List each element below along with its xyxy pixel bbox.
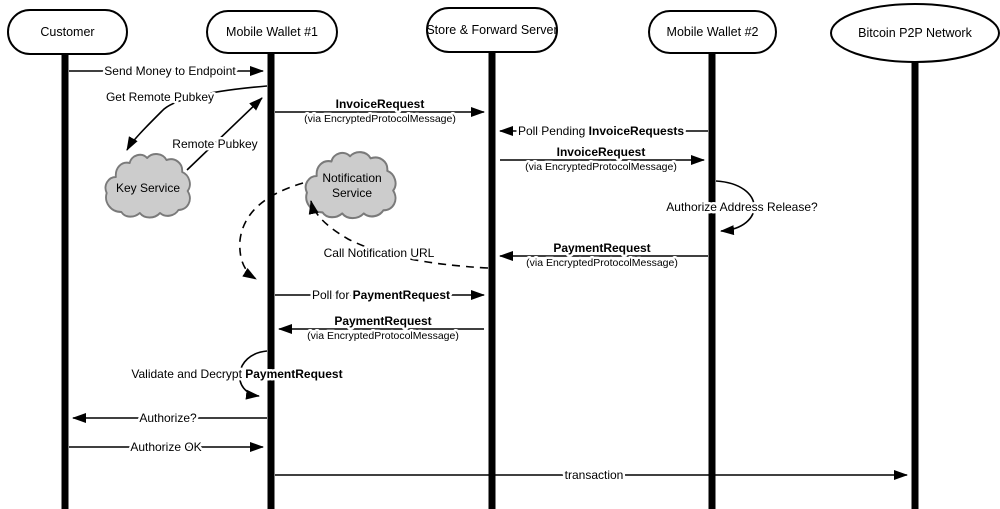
- message-transaction: [275, 468, 907, 482]
- message-payment-request-2-title: PaymentRequest: [334, 314, 432, 328]
- actor-store-forward-server-label: Store & Forward Server: [426, 23, 558, 37]
- actor-mobile-wallet-1: [207, 11, 337, 53]
- message-remote-pubkey-label: Remote Pubkey: [172, 137, 258, 151]
- message-authorize-ok: [69, 440, 263, 454]
- message-remote-pubkey: [172, 98, 262, 170]
- message-send-money-label: Send Money to Endpoint: [104, 64, 236, 78]
- message-invoice-request-1-via: (via EncryptedProtocolMessage): [304, 113, 456, 125]
- actor-bitcoin-p2p-network: [831, 4, 999, 62]
- message-payment-request-1: [500, 241, 708, 269]
- message-payment-request-1-via: (via EncryptedProtocolMessage): [526, 257, 678, 269]
- message-authorize-ok-label: Authorize OK: [130, 440, 202, 454]
- lifeline-bitcoin-p2p-network: [912, 61, 919, 509]
- message-payment-request-2-via: (via EncryptedProtocolMessage): [307, 330, 459, 342]
- message-invoice-request-2: [500, 145, 704, 173]
- message-invoice-request-2-title: InvoiceRequest: [556, 145, 646, 159]
- actor-mobile-wallet-1-label: Mobile Wallet #1: [226, 25, 318, 39]
- actor-mobile-wallet-2: [649, 11, 776, 53]
- message-validate-decrypt: [131, 351, 342, 396]
- lifeline-mobile-wallet-1: [268, 52, 275, 509]
- lifeline-customer: [62, 53, 69, 509]
- actor-mobile-wallet-2-label: Mobile Wallet #2: [666, 25, 759, 39]
- lifeline-store-forward-server: [489, 50, 496, 509]
- actor-customer-label: Customer: [40, 25, 95, 39]
- message-invoice-request-2-via: (via EncryptedProtocolMessage): [525, 161, 677, 173]
- message-authorize-address-release: [666, 181, 818, 231]
- message-payment-request-2: [279, 314, 484, 342]
- message-payment-request-1-title: PaymentRequest: [553, 241, 651, 255]
- actor-store-forward-server: [426, 8, 557, 52]
- actor-bitcoin-p2p-network-label: Bitcoin P2P Network: [858, 26, 972, 40]
- message-poll-pending-invoice-requests: [500, 124, 708, 138]
- message-authorize-address-release-label: Authorize Address Release?: [666, 200, 818, 214]
- message-call-notification-url-label: Call Notification URL: [323, 246, 435, 260]
- message-transaction-label: transaction: [564, 468, 624, 482]
- message-send-money: [69, 64, 263, 78]
- message-poll-for-payment-request: [275, 288, 484, 302]
- message-invoice-request-1: [275, 97, 484, 125]
- message-validate-decrypt-label: Validate and Decrypt PaymentRequest: [131, 367, 343, 381]
- key-service-label: Key Service: [115, 181, 181, 195]
- message-authorize-q-label: Authorize?: [139, 411, 197, 425]
- message-poll-pending-invoice-requests-label: Poll Pending InvoiceRequests: [517, 124, 685, 138]
- notification-service-label-line2: Service: [331, 186, 373, 200]
- message-poll-for-payment-request-label: Poll for PaymentRequest: [311, 288, 451, 302]
- message-get-remote-pubkey-label: Get Remote Pubkey: [105, 90, 215, 104]
- message-authorize-q: [73, 411, 267, 425]
- message-invoice-request-1-title: InvoiceRequest: [335, 97, 425, 111]
- actor-customer: [8, 10, 127, 54]
- lifeline-mobile-wallet-2: [709, 52, 716, 509]
- notification-service-label-line1: Notification: [322, 171, 382, 185]
